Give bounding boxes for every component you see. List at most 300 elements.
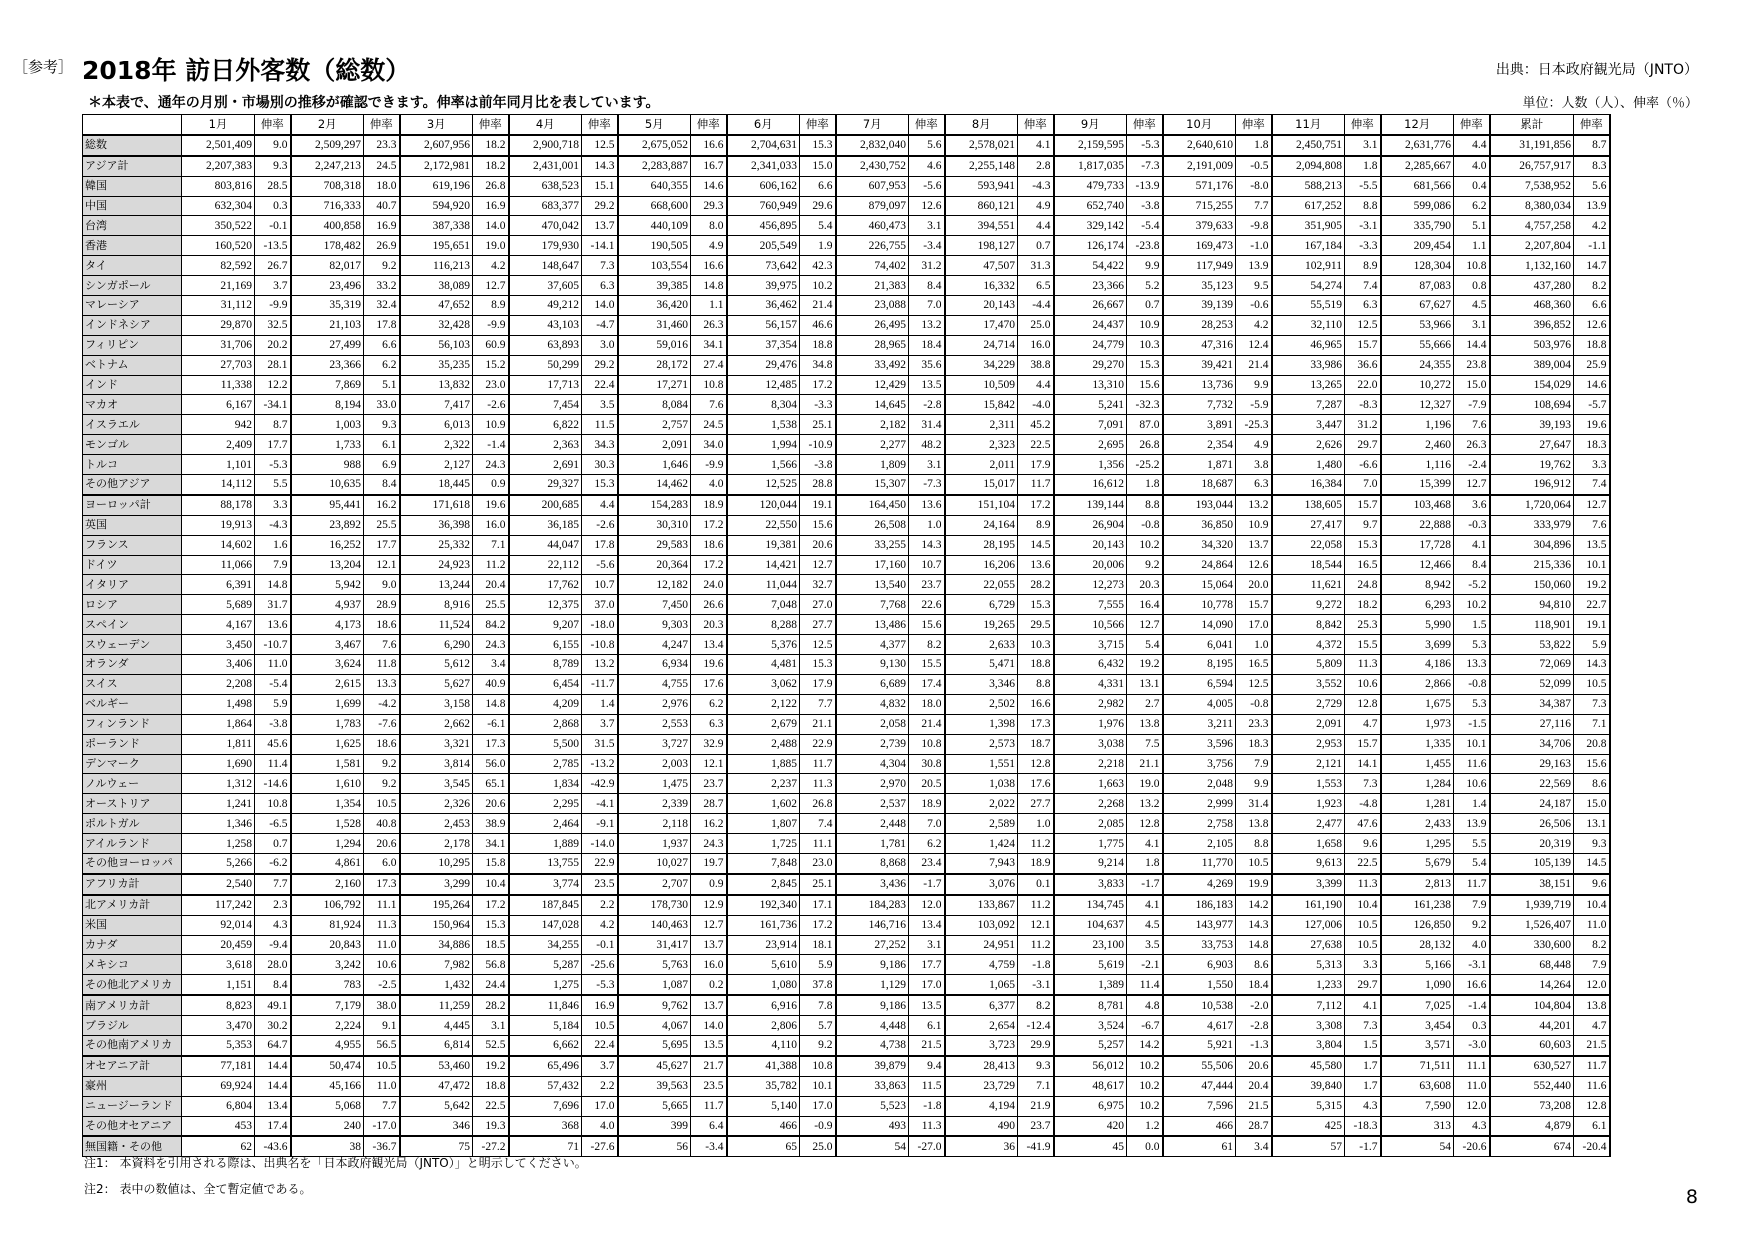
row-label: 無国籍・その他 bbox=[83, 1136, 182, 1156]
count-cell: 54,274 bbox=[1272, 276, 1345, 296]
count-cell: 20,319 bbox=[1490, 834, 1574, 854]
count-cell: 22,112 bbox=[509, 555, 582, 575]
count-cell: 2,729 bbox=[1272, 694, 1345, 714]
count-cell: 7,869 bbox=[291, 375, 364, 395]
growth-rate-cell: 13.4 bbox=[255, 1096, 291, 1116]
count-cell: 1,663 bbox=[1054, 774, 1127, 794]
growth-rate-cell: -9.9 bbox=[691, 455, 727, 475]
growth-rate-cell: 17.0 bbox=[909, 975, 945, 995]
growth-rate-cell: 17.6 bbox=[691, 674, 727, 694]
count-cell: 105,139 bbox=[1490, 853, 1574, 873]
count-cell: 630,527 bbox=[1490, 1056, 1574, 1076]
growth-rate-cell: 13.9 bbox=[1454, 814, 1490, 834]
table-row bbox=[83, 555, 1610, 575]
count-cell: 2,409 bbox=[182, 435, 255, 455]
count-cell: 4,937 bbox=[291, 595, 364, 615]
count-cell: 35,123 bbox=[1163, 276, 1236, 296]
growth-rate-cell: 7.7 bbox=[1236, 196, 1272, 216]
count-cell: 1,699 bbox=[291, 694, 364, 714]
count-cell: 140,463 bbox=[618, 915, 691, 935]
growth-rate-cell: 8.9 bbox=[1345, 256, 1381, 276]
count-cell: 19,913 bbox=[182, 515, 255, 535]
growth-rate-cell: 13.9 bbox=[1574, 196, 1610, 216]
growth-rate-cell: 17.3 bbox=[364, 874, 400, 895]
growth-rate-cell: 11.2 bbox=[473, 555, 509, 575]
row-label: スウェーデン bbox=[83, 635, 182, 655]
growth-rate-cell: 7.7 bbox=[255, 874, 291, 895]
count-cell: 56,157 bbox=[727, 315, 800, 335]
count-cell: 13,540 bbox=[836, 575, 909, 595]
growth-rate-cell: 9.2 bbox=[800, 1035, 836, 1055]
growth-rate-cell: 10.2 bbox=[1127, 1056, 1163, 1076]
count-cell: 34,387 bbox=[1490, 694, 1574, 714]
growth-rate-cell: 13.6 bbox=[909, 495, 945, 515]
count-cell: 453 bbox=[182, 1116, 255, 1136]
growth-rate-cell: 7.4 bbox=[1574, 475, 1610, 495]
column-header: 伸率 bbox=[1345, 115, 1381, 135]
count-cell: 4,617 bbox=[1163, 1016, 1236, 1036]
count-cell: 2,058 bbox=[836, 714, 909, 734]
growth-rate-cell: -7.3 bbox=[1127, 156, 1163, 176]
growth-rate-cell: 10.5 bbox=[1236, 853, 1272, 873]
count-cell: 39,879 bbox=[836, 1056, 909, 1076]
count-cell: 2,501,409 bbox=[182, 135, 255, 156]
growth-rate-cell: 11.6 bbox=[1574, 1076, 1610, 1096]
growth-rate-cell: 10.4 bbox=[1345, 895, 1381, 915]
growth-rate-cell: 84.2 bbox=[473, 615, 509, 635]
count-cell: 14,112 bbox=[182, 475, 255, 495]
count-cell: 351,905 bbox=[1272, 216, 1345, 236]
growth-rate-cell: 3.1 bbox=[1345, 135, 1381, 156]
growth-rate-cell: 22.4 bbox=[582, 375, 618, 395]
count-cell: 1,646 bbox=[618, 455, 691, 475]
count-cell: 3,552 bbox=[1272, 674, 1345, 694]
count-cell: 396,852 bbox=[1490, 315, 1574, 335]
growth-rate-cell: 18.8 bbox=[1018, 655, 1054, 675]
growth-rate-cell: 65.1 bbox=[473, 774, 509, 794]
count-cell: 5,809 bbox=[1272, 655, 1345, 675]
growth-rate-cell: 12.6 bbox=[1236, 555, 1272, 575]
count-cell: 179,930 bbox=[509, 236, 582, 256]
growth-rate-cell: 4.4 bbox=[1018, 375, 1054, 395]
count-cell: 4,879 bbox=[1490, 1116, 1574, 1136]
count-cell: 2,640,610 bbox=[1163, 135, 1236, 156]
growth-rate-cell: 24.0 bbox=[691, 575, 727, 595]
count-cell: 1,725 bbox=[727, 834, 800, 854]
count-cell: 190,505 bbox=[618, 236, 691, 256]
growth-rate-cell: 1.0 bbox=[1018, 814, 1054, 834]
growth-rate-cell: 22.0 bbox=[1345, 375, 1381, 395]
count-cell: 128,304 bbox=[1381, 256, 1454, 276]
growth-rate-cell: 27.0 bbox=[800, 595, 836, 615]
row-label: 韓国 bbox=[83, 176, 182, 196]
column-header: 4月 bbox=[509, 115, 582, 135]
table-row bbox=[83, 915, 1610, 935]
growth-rate-cell: 1.7 bbox=[1345, 1056, 1381, 1076]
growth-rate-cell: 2.7 bbox=[1127, 694, 1163, 714]
growth-rate-cell: -32.3 bbox=[1127, 395, 1163, 415]
growth-rate-cell: 13.2 bbox=[1127, 794, 1163, 814]
count-cell: 38,089 bbox=[400, 276, 473, 296]
growth-rate-cell: 12.8 bbox=[1345, 694, 1381, 714]
growth-rate-cell: 23.7 bbox=[1018, 1116, 1054, 1136]
count-cell: 6,804 bbox=[182, 1096, 255, 1116]
count-cell: 2,207,383 bbox=[182, 156, 255, 176]
count-cell: 16,252 bbox=[291, 535, 364, 555]
growth-rate-cell: 13.5 bbox=[691, 1035, 727, 1055]
count-cell: 2,607,956 bbox=[400, 135, 473, 156]
growth-rate-cell: 3.1 bbox=[909, 455, 945, 475]
growth-rate-cell: 13.4 bbox=[909, 915, 945, 935]
growth-rate-cell: 25.0 bbox=[800, 1136, 836, 1156]
count-cell: 2,970 bbox=[836, 774, 909, 794]
count-cell: 674 bbox=[1490, 1136, 1574, 1156]
count-cell: 28,253 bbox=[1163, 315, 1236, 335]
table-row bbox=[83, 156, 1610, 176]
growth-rate-cell: 1.5 bbox=[1345, 1035, 1381, 1055]
count-cell: 18,445 bbox=[400, 475, 473, 495]
growth-rate-cell: 42.3 bbox=[800, 256, 836, 276]
growth-rate-cell: 12.2 bbox=[255, 375, 291, 395]
growth-rate-cell: 17.3 bbox=[473, 734, 509, 754]
count-cell: 10,566 bbox=[1054, 615, 1127, 635]
table-row bbox=[83, 895, 1610, 915]
growth-rate-cell: 29.7 bbox=[1345, 975, 1381, 995]
growth-rate-cell: -5.4 bbox=[1127, 216, 1163, 236]
growth-rate-cell: 13.8 bbox=[1236, 814, 1272, 834]
count-cell: 47,472 bbox=[400, 1076, 473, 1096]
count-cell: 2,679 bbox=[727, 714, 800, 734]
count-cell: 1,398 bbox=[945, 714, 1018, 734]
count-cell: 1,038 bbox=[945, 774, 1018, 794]
count-cell: 7,091 bbox=[1054, 415, 1127, 435]
growth-rate-cell: 22.5 bbox=[1018, 435, 1054, 455]
count-cell: 2,363 bbox=[509, 435, 582, 455]
growth-rate-cell: 8.8 bbox=[1345, 196, 1381, 216]
growth-rate-cell: 14.3 bbox=[1574, 655, 1610, 675]
growth-rate-cell: 8.3 bbox=[1574, 156, 1610, 176]
growth-rate-cell: -9.8 bbox=[1236, 216, 1272, 236]
count-cell: 50,474 bbox=[291, 1056, 364, 1076]
count-cell: 2,695 bbox=[1054, 435, 1127, 455]
growth-rate-cell: 9.4 bbox=[909, 1056, 945, 1076]
count-cell: 13,244 bbox=[400, 575, 473, 595]
count-cell: 1,356 bbox=[1054, 455, 1127, 475]
count-cell: 2,003 bbox=[618, 754, 691, 774]
growth-rate-cell: 4.9 bbox=[1018, 196, 1054, 216]
count-cell: 26,667 bbox=[1054, 296, 1127, 316]
count-cell: 2,615 bbox=[291, 674, 364, 694]
count-cell: 24,951 bbox=[945, 935, 1018, 955]
growth-rate-cell: 17.2 bbox=[691, 515, 727, 535]
growth-rate-cell: -7.6 bbox=[364, 714, 400, 734]
count-cell: 36,185 bbox=[509, 515, 582, 535]
growth-rate-cell: 18.8 bbox=[1574, 335, 1610, 355]
row-label: カナダ bbox=[83, 935, 182, 955]
count-cell: 2,806 bbox=[727, 1016, 800, 1036]
table-row bbox=[83, 335, 1610, 355]
row-label: 北アメリカ計 bbox=[83, 895, 182, 915]
growth-rate-cell: 10.9 bbox=[1236, 515, 1272, 535]
count-cell: 7,538,952 bbox=[1490, 176, 1574, 196]
table-row bbox=[83, 774, 1610, 794]
growth-rate-cell: 24.5 bbox=[364, 156, 400, 176]
count-cell: 1,690 bbox=[182, 754, 255, 774]
table-row bbox=[83, 694, 1610, 714]
growth-rate-cell: 14.3 bbox=[582, 156, 618, 176]
row-label: ノルウェー bbox=[83, 774, 182, 794]
growth-rate-cell: 12.5 bbox=[800, 635, 836, 655]
table-row bbox=[83, 1016, 1610, 1036]
growth-rate-cell: 10.7 bbox=[909, 555, 945, 575]
row-label: アフリカ計 bbox=[83, 874, 182, 895]
growth-rate-cell: 14.0 bbox=[691, 1016, 727, 1036]
count-cell: 26,506 bbox=[1490, 814, 1574, 834]
growth-rate-cell: 31.5 bbox=[582, 734, 618, 754]
growth-rate-cell: 49.1 bbox=[255, 995, 291, 1015]
growth-rate-cell: 0.2 bbox=[691, 975, 727, 995]
growth-rate-cell: -3.1 bbox=[1454, 955, 1490, 975]
count-cell: 5,627 bbox=[400, 674, 473, 694]
count-cell: 15,307 bbox=[836, 475, 909, 495]
growth-rate-cell: -9.1 bbox=[582, 814, 618, 834]
count-cell: 171,618 bbox=[400, 495, 473, 515]
growth-rate-cell: 12.0 bbox=[1574, 975, 1610, 995]
count-cell: 62 bbox=[182, 1136, 255, 1156]
growth-rate-cell: 7.6 bbox=[1574, 515, 1610, 535]
count-cell: 3,891 bbox=[1163, 415, 1236, 435]
growth-rate-cell: 5.9 bbox=[800, 955, 836, 975]
column-header: 伸率 bbox=[1454, 115, 1490, 135]
growth-rate-cell: 14.2 bbox=[1236, 895, 1272, 915]
count-cell: 13,736 bbox=[1163, 375, 1236, 395]
unit-label: 単位：人数（人）、伸率（％） bbox=[1522, 96, 1698, 111]
growth-rate-cell: 18.2 bbox=[1345, 595, 1381, 615]
growth-rate-cell: 11.4 bbox=[1127, 975, 1163, 995]
growth-rate-cell: 6.6 bbox=[1574, 296, 1610, 316]
table-row bbox=[83, 635, 1610, 655]
growth-rate-cell: -1.7 bbox=[909, 874, 945, 895]
count-cell: 2,091 bbox=[618, 435, 691, 455]
count-cell: 11,770 bbox=[1163, 853, 1236, 873]
row-label: その他アジア bbox=[83, 475, 182, 495]
count-cell: 6,454 bbox=[509, 674, 582, 694]
growth-rate-cell: 11.1 bbox=[800, 834, 836, 854]
growth-rate-cell: 8.2 bbox=[1574, 276, 1610, 296]
count-cell: 387,338 bbox=[400, 216, 473, 236]
count-cell: 24,437 bbox=[1054, 315, 1127, 335]
count-cell: 196,912 bbox=[1490, 475, 1574, 495]
count-cell: 13,265 bbox=[1272, 375, 1345, 395]
growth-rate-cell: 4.1 bbox=[1345, 995, 1381, 1015]
count-cell: 34,886 bbox=[400, 935, 473, 955]
growth-rate-cell: 14.0 bbox=[473, 216, 509, 236]
growth-rate-cell: -43.6 bbox=[255, 1136, 291, 1156]
growth-rate-cell: -3.8 bbox=[255, 714, 291, 734]
growth-rate-cell: 24.3 bbox=[473, 455, 509, 475]
column-header: 12月 bbox=[1381, 115, 1454, 135]
count-cell: 1,087 bbox=[618, 975, 691, 995]
growth-rate-cell: 9.9 bbox=[1127, 256, 1163, 276]
growth-rate-cell: 15.3 bbox=[1127, 355, 1163, 375]
row-label: 台湾 bbox=[83, 216, 182, 236]
count-cell: 45,166 bbox=[291, 1076, 364, 1096]
count-cell: 2,704,631 bbox=[727, 135, 800, 156]
count-cell: 46,965 bbox=[1272, 335, 1345, 355]
growth-rate-cell: 12.5 bbox=[1236, 674, 1272, 694]
growth-rate-cell: 26.6 bbox=[691, 595, 727, 615]
count-cell: 4,757,258 bbox=[1490, 216, 1574, 236]
count-cell: 2,433 bbox=[1381, 814, 1454, 834]
growth-rate-cell: 7.1 bbox=[1018, 1076, 1054, 1096]
count-cell: 5,241 bbox=[1054, 395, 1127, 415]
count-cell: 37,605 bbox=[509, 276, 582, 296]
growth-rate-cell: 14.6 bbox=[1574, 375, 1610, 395]
count-cell: 2,224 bbox=[291, 1016, 364, 1036]
count-cell: 57,432 bbox=[509, 1076, 582, 1096]
growth-rate-cell: 8.9 bbox=[1018, 515, 1054, 535]
growth-rate-cell: 14.7 bbox=[1574, 256, 1610, 276]
count-cell: 4,372 bbox=[1272, 635, 1345, 655]
count-cell: 2,431,001 bbox=[509, 156, 582, 176]
count-cell: 1,294 bbox=[291, 834, 364, 854]
row-label: オーストリア bbox=[83, 794, 182, 814]
row-label: トルコ bbox=[83, 455, 182, 475]
growth-rate-cell: 1.9 bbox=[800, 236, 836, 256]
count-cell: 1,939,719 bbox=[1490, 895, 1574, 915]
growth-rate-cell: -0.1 bbox=[255, 216, 291, 236]
table-row bbox=[83, 256, 1610, 276]
growth-rate-cell: 12.7 bbox=[1454, 475, 1490, 495]
count-cell: 1,233 bbox=[1272, 975, 1345, 995]
growth-rate-cell: 15.6 bbox=[1574, 754, 1610, 774]
count-cell: 7,450 bbox=[618, 595, 691, 615]
growth-rate-cell: -0.5 bbox=[1236, 156, 1272, 176]
count-cell: 39,193 bbox=[1490, 415, 1574, 435]
count-cell: 154,283 bbox=[618, 495, 691, 515]
count-cell: 803,816 bbox=[182, 176, 255, 196]
count-cell: 1,480 bbox=[1272, 455, 1345, 475]
growth-rate-cell: 22.4 bbox=[582, 1035, 618, 1055]
count-cell: 7,848 bbox=[727, 853, 800, 873]
visitor-table-container bbox=[82, 114, 1611, 1157]
count-cell: 2,091 bbox=[1272, 714, 1345, 734]
growth-rate-cell: 7.3 bbox=[1345, 774, 1381, 794]
count-cell: 6,594 bbox=[1163, 674, 1236, 694]
count-cell: 2,757 bbox=[618, 415, 691, 435]
count-cell: 6,814 bbox=[400, 1035, 473, 1055]
growth-rate-cell: 34.3 bbox=[582, 435, 618, 455]
growth-rate-cell: -2.0 bbox=[1236, 995, 1272, 1015]
row-label: 中国 bbox=[83, 196, 182, 216]
growth-rate-cell: -3.3 bbox=[1345, 236, 1381, 256]
count-cell: 52,099 bbox=[1490, 674, 1574, 694]
growth-rate-cell: 38.9 bbox=[473, 814, 509, 834]
growth-rate-cell: -4.3 bbox=[255, 515, 291, 535]
count-cell: 47,652 bbox=[400, 296, 473, 316]
growth-rate-cell: 5.5 bbox=[1454, 834, 1490, 854]
count-cell: 63,608 bbox=[1381, 1076, 1454, 1096]
count-cell: 23,914 bbox=[727, 935, 800, 955]
growth-rate-cell: 38.8 bbox=[1018, 355, 1054, 375]
count-cell: 420 bbox=[1054, 1116, 1127, 1136]
count-cell: 400,858 bbox=[291, 216, 364, 236]
source-label: 出典：日本政府観光局（JNTO） bbox=[1495, 62, 1698, 78]
count-cell: 1,065 bbox=[945, 975, 1018, 995]
growth-rate-cell: 14.0 bbox=[582, 296, 618, 316]
growth-rate-cell: 17.9 bbox=[800, 674, 836, 694]
count-cell: 9,186 bbox=[836, 995, 909, 1015]
count-cell: 26,757,917 bbox=[1490, 156, 1574, 176]
count-cell: 1,284 bbox=[1381, 774, 1454, 794]
growth-rate-cell: 17.2 bbox=[800, 915, 836, 935]
growth-rate-cell: 15.3 bbox=[1018, 595, 1054, 615]
growth-rate-cell: 28.1 bbox=[255, 355, 291, 375]
growth-rate-cell: 9.2 bbox=[1454, 915, 1490, 935]
count-cell: 1,275 bbox=[509, 975, 582, 995]
growth-rate-cell: -14.6 bbox=[255, 774, 291, 794]
count-cell: 147,028 bbox=[509, 915, 582, 935]
row-label: その他オセアニア bbox=[83, 1116, 182, 1136]
count-cell: 23,729 bbox=[945, 1076, 1018, 1096]
growth-rate-cell: -5.4 bbox=[255, 674, 291, 694]
table-row bbox=[83, 1056, 1610, 1076]
growth-rate-cell: 8.0 bbox=[691, 216, 727, 236]
count-cell: 164,450 bbox=[836, 495, 909, 515]
count-cell: 39,975 bbox=[727, 276, 800, 296]
growth-rate-cell: 10.1 bbox=[800, 1076, 836, 1096]
growth-rate-cell: 8.8 bbox=[1127, 495, 1163, 515]
growth-rate-cell: 7.1 bbox=[473, 535, 509, 555]
count-cell: 8,195 bbox=[1163, 655, 1236, 675]
count-cell: 1,937 bbox=[618, 834, 691, 854]
count-cell: 17,762 bbox=[509, 575, 582, 595]
count-cell: 134,745 bbox=[1054, 895, 1127, 915]
growth-rate-cell: 1.4 bbox=[1454, 794, 1490, 814]
count-cell: 4,209 bbox=[509, 694, 582, 714]
count-cell: 35,235 bbox=[400, 355, 473, 375]
growth-rate-cell: 31.2 bbox=[1345, 415, 1381, 435]
column-header: 伸率 bbox=[800, 115, 836, 135]
column-header: 伸率 bbox=[691, 115, 727, 135]
count-cell: 988 bbox=[291, 455, 364, 475]
table-row bbox=[83, 455, 1610, 475]
growth-rate-cell: 7.8 bbox=[800, 995, 836, 1015]
growth-rate-cell: 10.6 bbox=[364, 955, 400, 975]
count-cell: 63,893 bbox=[509, 335, 582, 355]
growth-rate-cell: 8.8 bbox=[1018, 674, 1054, 694]
growth-rate-cell: 9.2 bbox=[364, 754, 400, 774]
growth-rate-cell: 3.4 bbox=[473, 655, 509, 675]
growth-rate-cell: 13.4 bbox=[691, 635, 727, 655]
count-cell: 65,496 bbox=[509, 1056, 582, 1076]
count-cell: 92,014 bbox=[182, 915, 255, 935]
row-label: メキシコ bbox=[83, 955, 182, 975]
growth-rate-cell: 21.7 bbox=[691, 1056, 727, 1076]
count-cell: 3,447 bbox=[1272, 415, 1345, 435]
growth-rate-cell: 7.3 bbox=[1345, 1016, 1381, 1036]
count-cell: 4,167 bbox=[182, 615, 255, 635]
count-cell: 394,551 bbox=[945, 216, 1018, 236]
column-header: 9月 bbox=[1054, 115, 1127, 135]
growth-rate-cell: 13.7 bbox=[691, 995, 727, 1015]
growth-rate-cell: 8.4 bbox=[909, 276, 945, 296]
count-cell: 61 bbox=[1163, 1136, 1236, 1156]
count-cell: 22,569 bbox=[1490, 774, 1574, 794]
count-cell: 4,269 bbox=[1163, 874, 1236, 895]
growth-rate-cell: -1.0 bbox=[1236, 236, 1272, 256]
growth-rate-cell: 13.2 bbox=[909, 315, 945, 335]
